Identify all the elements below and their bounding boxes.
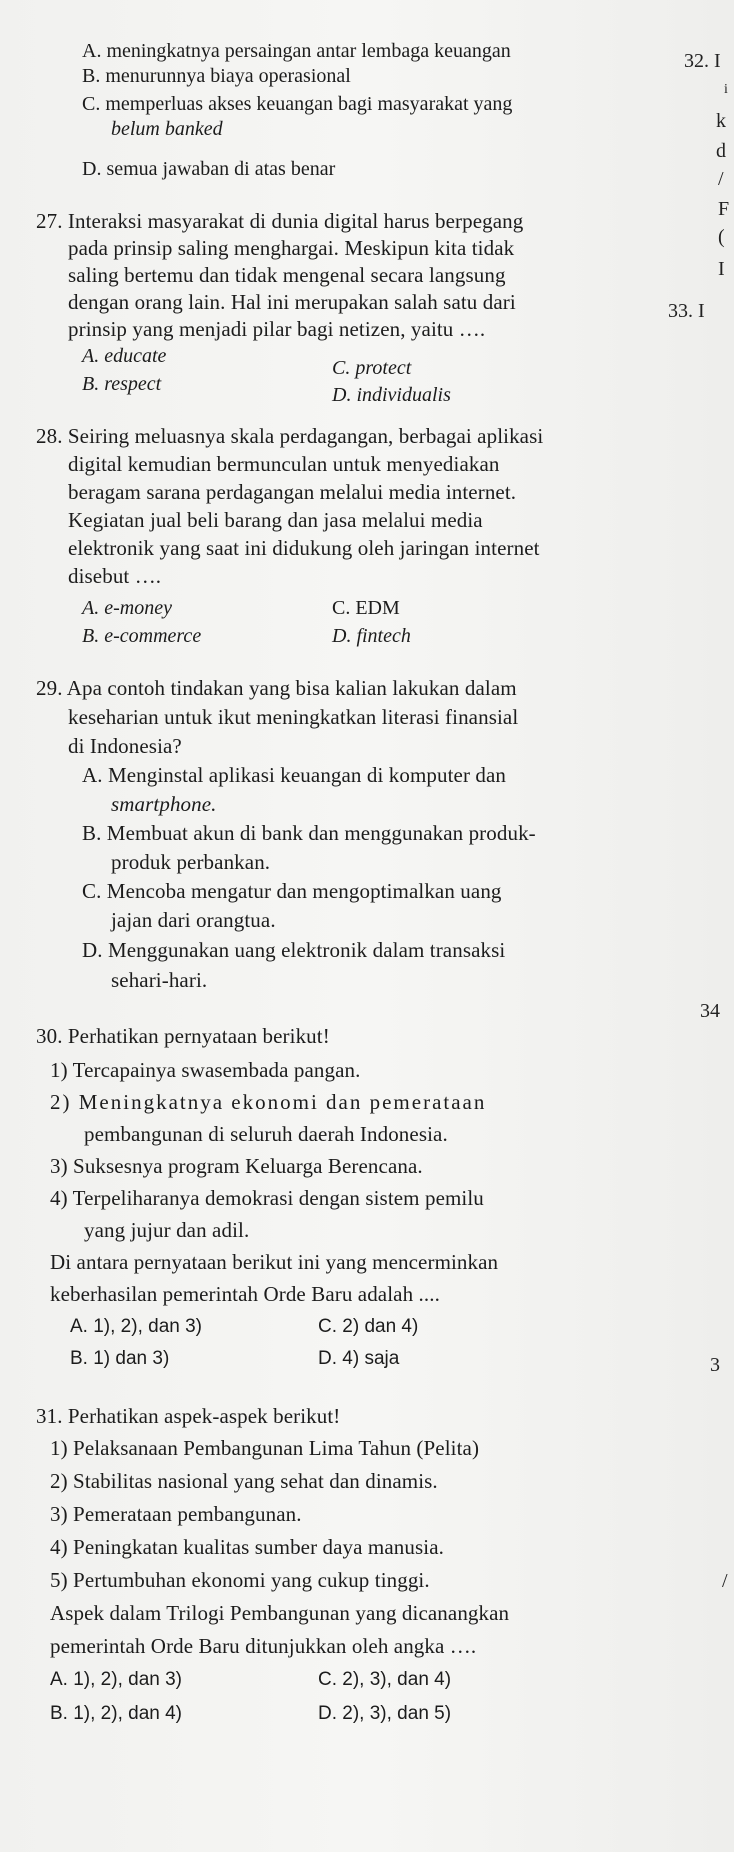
q26-option-d: D. semua jawaban di atas benar [82, 158, 336, 180]
q26-option-c-line2: belum banked [111, 118, 223, 140]
q30-statement-1: 1) Tercapainya swasembada pangan. [50, 1058, 361, 1082]
margin-fragment-k: k [716, 110, 726, 132]
q31-aspect-1: 1) Pelaksanaan Pembangunan Lima Tahun (Pelita) [50, 1436, 480, 1460]
q28-text-line1: 28. Seiring meluasnya skala perdagangan, berbagai aplikasi [36, 424, 544, 448]
q31-title: 31. Perhatikan aspek-aspek berikut! [36, 1404, 341, 1428]
q27-option-b: B. respect [82, 373, 162, 395]
q30-title: 30. Perhatikan pernyataan berikut! [36, 1024, 330, 1048]
margin-q33-fragment: 33. I [668, 300, 705, 322]
margin-fragment-slash-2: / [722, 1570, 728, 1592]
q27-option-a: A. educate [82, 345, 167, 367]
q30-statement-4-line2: yang jujur dan adil. [84, 1218, 250, 1242]
margin-fragment-f: F [718, 198, 730, 220]
q31-aspect-2: 2) Stabilitas nasional yang sehat dan dinamis. [50, 1469, 438, 1493]
q26-option-c-line1: C. memperluas akses keuangan bagi masyarakat yang [82, 93, 513, 115]
q30-statement-2-line2: pembangunan di seluruh daerah Indonesia. [84, 1122, 448, 1146]
q29-text-line1: 29. Apa contoh tindakan yang bisa kalian lakukan dalam [36, 676, 517, 700]
q31-option-a: A. 1), 2), dan 3) [50, 1669, 183, 1690]
margin-q34-fragment: 34 [700, 1000, 720, 1022]
q28-option-d: D. fintech [332, 625, 411, 647]
q31-option-d: D. 2), 3), dan 5) [318, 1703, 452, 1724]
q28-option-b: B. e-commerce [82, 625, 202, 647]
q30-option-b: B. 1) dan 3) [70, 1348, 170, 1369]
margin-fragment-paren: ( [718, 226, 725, 248]
q29-option-b-line2: produk perbankan. [111, 850, 271, 874]
q29-text-line3: di Indonesia? [68, 734, 182, 758]
q28-text-line2: digital kemudian bermunculan untuk menyediakan [68, 452, 500, 476]
q28-text-line6: disebut …. [68, 564, 162, 588]
margin-fragment-slash-1: / [718, 168, 724, 190]
q29-option-c-line2: jajan dari orangtua. [111, 908, 276, 932]
q31-question-line1: Aspek dalam Trilogi Pembangunan yang dicanangkan [50, 1601, 510, 1625]
q27-text-line2: pada prinsip saling menghargai. Meskipun kita tidak [68, 236, 515, 260]
q27-text-line3: saling bertemu dan tidak mengenal secara langsung [68, 263, 506, 287]
q27-text-line4: dengan orang lain. Hal ini merupakan salah satu dari [68, 290, 516, 314]
q30-option-c: C. 2) dan 4) [318, 1316, 419, 1337]
q31-option-b: B. 1), 2), dan 4) [50, 1703, 183, 1724]
q28-option-c: C. EDM [332, 597, 400, 619]
q26-option-a: A. meningkatnya persaingan antar lembaga keuangan [82, 40, 511, 62]
q29-option-b-line1: B. Membuat akun di bank dan menggunakan produk- [82, 821, 536, 845]
margin-fragment-3: 3 [710, 1354, 720, 1376]
q29-option-a-line1: A. Menginstal aplikasi keuangan di komputer dan [82, 763, 507, 787]
q27-option-d: D. individualis [332, 384, 451, 406]
q30-option-a: A. 1), 2), dan 3) [70, 1316, 203, 1337]
q31-option-c: C. 2), 3), dan 4) [318, 1669, 452, 1690]
q28-text-line3: beragam sarana perdagangan melalui media internet. [68, 480, 517, 504]
q28-text-line5: elektronik yang saat ini didukung oleh jaringan internet [68, 536, 540, 560]
margin-fragment-i-cap: I [718, 258, 725, 280]
q31-aspect-3: 3) Pemerataan pembangunan. [50, 1502, 302, 1526]
q31-question-line2: pemerintah Orde Baru ditunjukkan oleh angka …. [50, 1634, 477, 1658]
q29-option-a-line2: smartphone. [111, 792, 217, 816]
q30-option-d: D. 4) saja [318, 1348, 400, 1369]
q29-option-d-line1: D. Menggunakan uang elektronik dalam transaksi [82, 938, 506, 962]
q30-statement-4-line1: 4) Terpeliharanya demokrasi dengan sistem pemilu [50, 1186, 484, 1210]
q30-statement-3: 3) Suksesnya program Keluarga Berencana. [50, 1154, 423, 1178]
q27-option-c: C. protect [332, 357, 412, 379]
q27-text-line5: prinsip yang menjadi pilar bagi netizen, yaitu …. [68, 317, 486, 341]
q29-option-d-line2: sehari-hari. [111, 968, 208, 992]
q29-text-line2: keseharian untuk ikut meningkatkan literasi finansial [68, 705, 519, 729]
q30-question-line1: Di antara pernyataan berikut ini yang mencerminkan [50, 1250, 499, 1274]
q30-statement-2-line1: 2) Meningkatnya ekonomi dan pemerataan [50, 1090, 487, 1114]
margin-fragment-i: i [724, 82, 728, 97]
q26-option-b: B. menurunnya biaya operasional [82, 65, 351, 87]
q28-option-a: A. e-money [82, 597, 172, 619]
q28-text-line4: Kegiatan jual beli barang dan jasa melalui media [68, 508, 483, 532]
margin-q32-fragment: 32. I [684, 50, 721, 72]
q29-option-c-line1: C. Mencoba mengatur dan mengoptimalkan uang [82, 879, 502, 903]
q31-aspect-5: 5) Pertumbuhan ekonomi yang cukup tinggi. [50, 1568, 430, 1592]
q31-aspect-4: 4) Peningkatan kualitas sumber daya manusia. [50, 1535, 444, 1559]
q30-question-line2: keberhasilan pemerintah Orde Baru adalah .... [50, 1282, 440, 1306]
margin-fragment-d: d [716, 140, 726, 162]
q27-text-line1: 27. Interaksi masyarakat di dunia digital harus berpegang [36, 209, 524, 233]
